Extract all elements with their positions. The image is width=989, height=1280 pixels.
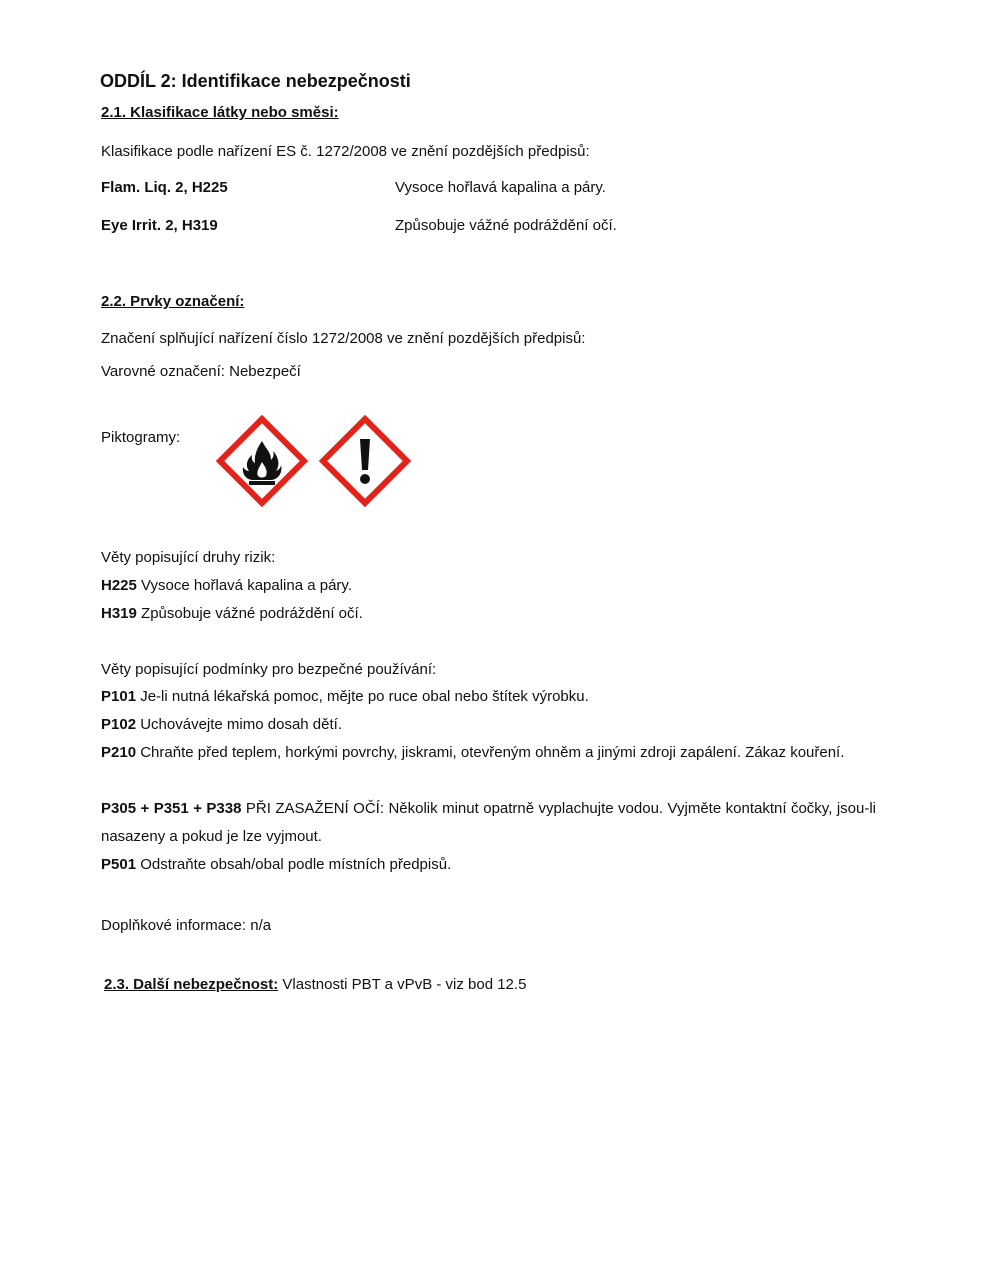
pictograms-label: Piktogramy:: [101, 429, 181, 446]
h-code: H319: [101, 605, 137, 622]
flame-icon: [216, 415, 308, 507]
h-code: H225: [101, 577, 137, 594]
section-2-3: [104, 976, 526, 993]
heading-2-1: 2.1. Klasifikace látky nebo směsi:: [101, 104, 339, 121]
section-title: ODDÍL 2: Identifikace nebezpečnosti: [100, 71, 411, 91]
p-text: PŘI ZASAŽENÍ OČÍ: Několik minut opatrně vyplachujte vodou. Vyjměte kontaktní čočky, jsou-li nasazeny a pokud je lze vyjmout.: [101, 800, 876, 845]
h-statements-intro: Věty popisující druhy rizik:: [101, 549, 276, 566]
p-text: Uchovávejte mimo dosah dětí.: [140, 716, 342, 733]
p-statement: [101, 795, 876, 851]
p-statements-intro: Věty popisující podmínky pro bezpečné používání:: [101, 661, 437, 678]
additional-info: Doplňkové informace: n/a: [101, 917, 272, 934]
p-text: Chraňte před teplem, horkými povrchy, jiskrami, otevřeným ohněm a jinými zdroji zapálení. Zákaz kouření.: [140, 744, 845, 761]
h-text: Způsobuje vážné podráždění očí.: [141, 605, 363, 622]
h-statement: [101, 577, 352, 594]
heading-2-2: 2.2. Prvky označení:: [101, 293, 245, 310]
h-statement: [101, 605, 363, 622]
exclamation-icon: [319, 415, 411, 507]
p-code: P305 + P351 + P338: [101, 800, 242, 817]
heading-2-3: 2.3. Další nebezpečnost:: [104, 976, 279, 993]
p-statement: [101, 851, 891, 879]
p-code: P102: [101, 716, 137, 733]
classification-intro: Klasifikace podle nařízení ES č. 1272/2008 ve znění pozdějších předpisů:: [101, 143, 590, 160]
classification-desc: Způsobuje vážné podráždění očí.: [395, 217, 617, 234]
other-hazards-text: Vlastnosti PBT a vPvB - viz bod 12.5: [282, 976, 527, 993]
classification-code: Flam. Liq. 2, H225: [101, 179, 228, 196]
h-text: Vysoce hořlavá kapalina a páry.: [141, 577, 352, 594]
labelling-intro: Značení splňující nařízení číslo 1272/2008 ve znění pozdějších předpisů:: [101, 330, 586, 347]
p-code: P501: [101, 856, 137, 873]
p-statement: [101, 711, 891, 739]
p-code: P101: [101, 688, 137, 705]
signal-word: Varovné označení: Nebezpečí: [101, 363, 301, 380]
p-statement: [101, 739, 891, 767]
p-text: Odstraňte obsah/obal podle místních předpisů.: [140, 856, 452, 873]
p-statement: [101, 683, 891, 711]
p-code: P210: [101, 744, 137, 761]
classification-code: Eye Irrit. 2, H319: [101, 217, 218, 234]
p-text: Je-li nutná lékařská pomoc, mějte po ruce obal nebo štítek výrobku.: [140, 688, 589, 705]
classification-desc: Vysoce hořlavá kapalina a páry.: [395, 179, 606, 196]
